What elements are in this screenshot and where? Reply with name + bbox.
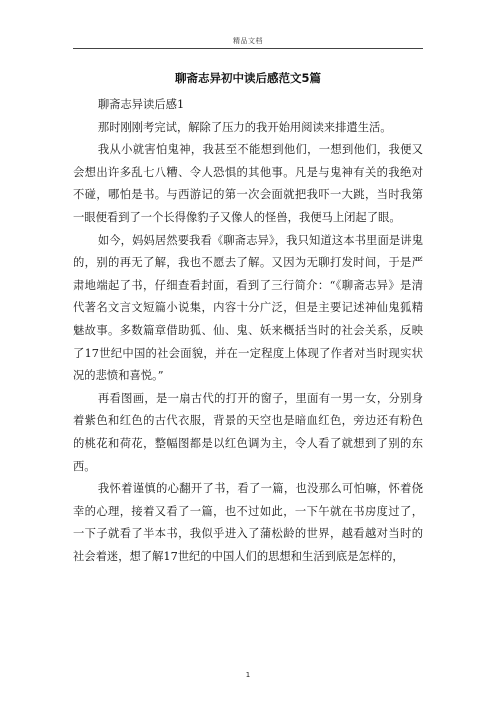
document-body xyxy=(73,94,423,568)
page-number: 1 xyxy=(245,671,251,679)
section-heading: 聊斋志异读后感1 xyxy=(97,98,185,111)
body-paragraph: 那时刚刚考完试，解除了压力的我开始用阅读来排遣生活。 xyxy=(97,120,392,134)
header-divider xyxy=(73,48,423,49)
body-paragraph: 如今，妈妈居然要我看《聊斋志异》，我只知道这本书里面是讲鬼的，别的再无了解，我也不愿去了解。又因为无聊打发时间，于是严肃地端起了书，仔细查看封面，看到了三行简介：“《聊斋志异》是清代著名文言文短篇小说集，内容十分广泛，但是主要记述神仙鬼狐精魅故事。多数篇章借助狐、仙、鬼、妖来概括当时的社会关系，反映了17世纪中国的社会面貌，并在一定程度上体现了作者对当时现实状况的悲愤和喜悦。” xyxy=(73,233,423,383)
body-paragraph: 我从小就害怕鬼神，我甚至不能想到他们，一想到他们，我便又会想出许多乱七八糟、令人恐惧的其他事。凡是与鬼神有关的我绝对不碰，哪怕是书。与西游记的第一次会面就把我吓一大跳，当时我第一眼便看到了一个长得像豹子又像人的怪兽，我便马上闭起了眼。 xyxy=(73,143,423,224)
body-paragraph: 我怀着谨慎的心翻开了书，看了一篇，也没那么可怕嘛，怀着侥幸的心理，接着又看了一篇，也不过如此，一下午就在书房度过了，一下子就看了半本书，我似乎进入了蒲松龄的世界，越看越对当时的社会着迷，想了解17世纪的中国人们的思想和生活到底是怎样的， xyxy=(73,482,423,563)
document-title: 聊斋志异初中读后感范文5篇 xyxy=(174,71,321,85)
header-label: 精品文档 xyxy=(233,37,263,45)
body-paragraph: 再看图画，是一扇古代的打开的窗子，里面有一男一女，分别身着紫色和红色的古代衣服，背景的天空也是暗血红色，旁边还有粉色的桃花和荷花，整幅图都是以红色调为主，令人看了就想到了别的东西。 xyxy=(73,391,423,473)
